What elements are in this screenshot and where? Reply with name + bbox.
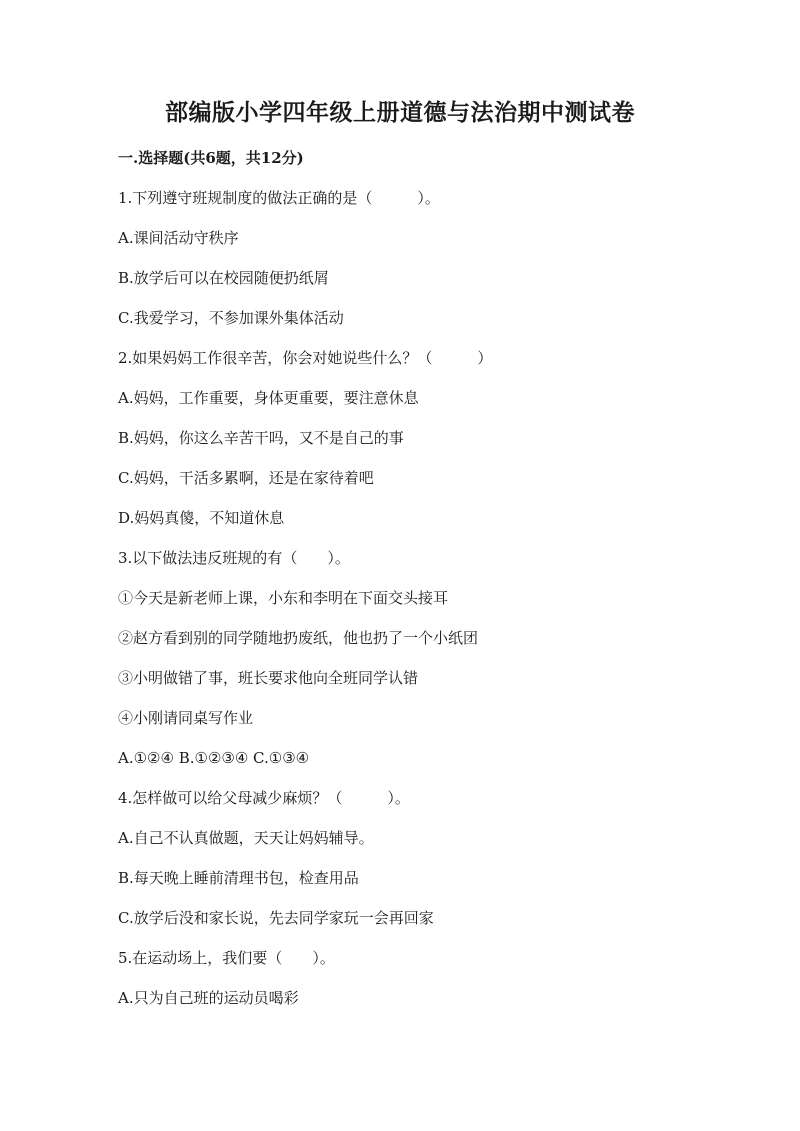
question-1-option-b: B.放学后可以在校园随便扔纸屑 bbox=[118, 269, 329, 287]
question-4-option-a: A.自己不认真做题，天天让妈妈辅导。 bbox=[118, 829, 374, 847]
question-3-statement-3: ③小明做错了事，班长要求他向全班同学认错 bbox=[118, 669, 419, 687]
exam-title: 部编版小学四年级上册道德与法治期中测试卷 bbox=[165, 99, 635, 126]
question-2-option-d: D.妈妈真傻，不知道休息 bbox=[118, 509, 285, 527]
question-4: 4.怎样做可以给父母减少麻烦？（ ）。 bbox=[118, 789, 410, 807]
exam-content bbox=[118, 146, 738, 1026]
question-2-option-c: C.妈妈，干活多累啊，还是在家待着吧 bbox=[118, 469, 374, 487]
question-5: 5.在运动场上，我们要（ ）。 bbox=[118, 949, 335, 967]
question-3-statement-2: ②赵方看到别的同学随地扔废纸，他也扔了一个小纸团 bbox=[118, 629, 479, 647]
section-heading: 一.选择题(共6题，共12分) bbox=[118, 149, 304, 167]
question-1: 1.下列遵守班规制度的做法正确的是（ ）。 bbox=[118, 189, 440, 207]
question-3-statement-1: ①今天是新老师上课，小东和李明在下面交头接耳 bbox=[118, 589, 449, 607]
question-4-option-b: B.每天晚上睡前清理书包，检查用品 bbox=[118, 869, 359, 887]
question-2-option-b: B.妈妈，你这么辛苦干吗，又不是自己的事 bbox=[118, 429, 404, 447]
question-5-option-a: A.只为自己班的运动员喝彩 bbox=[118, 989, 299, 1007]
question-2: 2.如果妈妈工作很辛苦，你会对她说些什么？（ ） bbox=[118, 349, 493, 367]
question-1-option-a: A.课间活动守秩序 bbox=[118, 229, 239, 247]
question-3: 3.以下做法违反班规的有（ ）。 bbox=[118, 549, 350, 567]
question-3-statement-4: ④小刚请同桌写作业 bbox=[118, 709, 254, 727]
question-2-option-a: A.妈妈，工作重要，身体更重要，要注意休息 bbox=[118, 389, 419, 407]
question-3-options: A.①②④ B.①②③④ C.①③④ bbox=[118, 749, 310, 767]
question-1-option-c: C.我爱学习，不参加课外集体活动 bbox=[118, 309, 344, 327]
question-4-option-c: C.放学后没和家长说，先去同学家玩一会再回家 bbox=[118, 909, 434, 927]
